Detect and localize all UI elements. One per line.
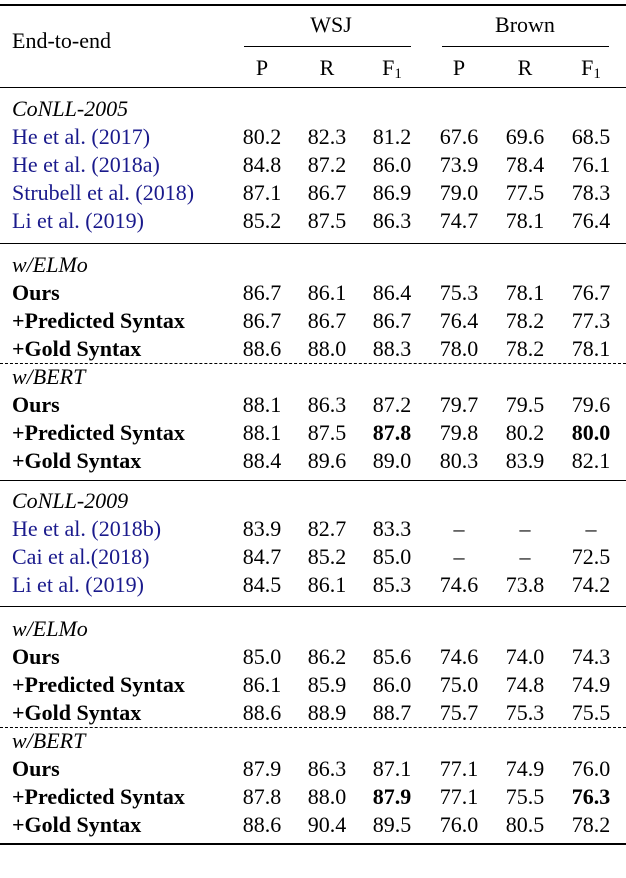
header-rule: [0, 87, 626, 88]
table-cell: 82.7: [307, 516, 347, 541]
table-cell: 79.5: [505, 392, 545, 417]
table-cell: 69.6: [505, 124, 545, 149]
table-cell: 88.6: [242, 336, 282, 361]
table-cell: –: [453, 516, 465, 541]
table-cell: 80.5: [505, 812, 545, 837]
table-cell: 86.1: [242, 672, 282, 697]
table-cell: 87.5: [307, 420, 347, 445]
table-cell: 87.9: [372, 784, 412, 809]
section-dashed-rule: [0, 727, 626, 728]
table-cell: 86.7: [372, 308, 412, 333]
table-cell: 82.3: [307, 124, 347, 149]
table-cell: 87.1: [242, 180, 282, 205]
table-cell: 74.2: [571, 572, 611, 597]
table-cell: 77.3: [571, 308, 611, 333]
table-cell: 86.7: [242, 308, 282, 333]
row-label: +Gold Syntax: [12, 700, 142, 725]
table-cell: 85.9: [307, 672, 347, 697]
table-cell: 86.7: [242, 280, 282, 305]
table-cell: 75.3: [439, 280, 479, 305]
table-cell: 86.4: [372, 280, 412, 305]
table-cell: 83.3: [372, 516, 412, 541]
table-cell: 86.0: [372, 152, 412, 177]
table-cell: 74.6: [439, 644, 479, 669]
column-header-subscript: 1: [394, 66, 402, 82]
table-cell: 88.4: [242, 448, 282, 473]
row-label: He et al. (2018a): [12, 152, 160, 177]
table-cell: 74.3: [571, 644, 611, 669]
row-label: Ours: [12, 392, 60, 417]
table-cell: –: [585, 516, 597, 541]
row-label: Cai et al.(2018): [12, 544, 150, 569]
table-cell: 76.3: [571, 784, 611, 809]
row-label: Ours: [12, 280, 60, 305]
column-header: P: [452, 55, 466, 80]
table-cell: 74.7: [439, 208, 479, 233]
table-cell: 79.7: [439, 392, 479, 417]
table-cell: 76.4: [439, 308, 479, 333]
corner-label: End-to-end: [12, 28, 111, 53]
table-cell: 75.5: [505, 784, 545, 809]
row-label: Ours: [12, 756, 60, 781]
table-cell: 86.3: [372, 208, 412, 233]
table-cell: 77.1: [439, 784, 479, 809]
table-cell: 85.0: [242, 644, 282, 669]
table-cell: 67.6: [439, 124, 479, 149]
row-label: He et al. (2018b): [12, 516, 162, 541]
table-cell: 79.8: [439, 420, 479, 445]
table-cell: 85.2: [307, 544, 347, 569]
table-cell: –: [519, 516, 531, 541]
table-cell: 86.1: [307, 572, 347, 597]
table-cell: 77.5: [505, 180, 545, 205]
table-cell: –: [519, 544, 531, 569]
table-cell: 87.2: [372, 392, 412, 417]
table-cell: 88.0: [307, 336, 347, 361]
section-rule: [0, 480, 626, 481]
table-cell: 86.9: [372, 180, 412, 205]
table-cell: 87.9: [242, 756, 282, 781]
table-cell: 82.1: [571, 448, 611, 473]
bottom-rule: [0, 843, 626, 845]
table-cell: 83.9: [505, 448, 545, 473]
table-cell: 78.3: [571, 180, 611, 205]
table-cell: 78.2: [505, 336, 545, 361]
table-cell: 88.6: [242, 812, 282, 837]
table-cell: 76.7: [571, 280, 611, 305]
table-cell: 84.8: [242, 152, 282, 177]
section-title: w/BERT: [12, 728, 86, 753]
table-cell: 72.5: [571, 544, 611, 569]
table-cell: 78.0: [439, 336, 479, 361]
section-title: w/ELMo: [12, 252, 88, 277]
table-cell: 88.9: [307, 700, 347, 725]
table-cell: 75.5: [571, 700, 611, 725]
table-cell: 84.5: [242, 572, 282, 597]
row-label: +Gold Syntax: [12, 812, 142, 837]
row-label: Li et al. (2019): [12, 572, 144, 597]
table-cell: 74.9: [505, 756, 545, 781]
table-cell: 86.3: [307, 756, 347, 781]
row-label: +Gold Syntax: [12, 336, 142, 361]
wsj-cmidrule: [244, 46, 411, 47]
table-cell: 87.5: [307, 208, 347, 233]
brown-cmidrule: [442, 46, 609, 47]
row-label: +Predicted Syntax: [12, 784, 185, 809]
table-cell: 87.1: [372, 756, 412, 781]
table-cell: 86.7: [307, 308, 347, 333]
table-cell: 78.2: [505, 308, 545, 333]
table-cell: 78.1: [571, 336, 611, 361]
table-cell: 89.0: [372, 448, 412, 473]
section-dashed-rule: [0, 363, 626, 364]
column-header-subscript: 1: [593, 66, 601, 82]
table-cell: 78.2: [571, 812, 611, 837]
table-cell: 74.9: [571, 672, 611, 697]
row-label: Strubell et al. (2018): [12, 180, 195, 205]
table-cell: 80.2: [505, 420, 545, 445]
table-cell: 89.5: [372, 812, 412, 837]
section-title: w/ELMo: [12, 616, 88, 641]
table-cell: 75.3: [505, 700, 545, 725]
table-cell: –: [453, 544, 465, 569]
row-label: +Predicted Syntax: [12, 420, 185, 445]
table-cell: 74.8: [505, 672, 545, 697]
table-cell: 87.8: [372, 420, 412, 445]
table-cell: 88.1: [242, 420, 282, 445]
section-title: CoNLL-2005: [12, 96, 129, 121]
table-cell: 80.2: [242, 124, 282, 149]
column-header: P: [255, 55, 269, 80]
table-cell: 89.6: [307, 448, 347, 473]
table-cell: 88.1: [242, 392, 282, 417]
row-label: Ours: [12, 644, 60, 669]
section-rule: [0, 243, 626, 244]
table-cell: 87.8: [242, 784, 282, 809]
table-cell: 74.6: [439, 572, 479, 597]
table-cell: 78.4: [505, 152, 545, 177]
table-cell: 80.3: [439, 448, 479, 473]
table-cell: 87.2: [307, 152, 347, 177]
row-label: +Predicted Syntax: [12, 308, 185, 333]
brown-group-header: Brown: [495, 12, 555, 37]
table-cell: 86.2: [307, 644, 347, 669]
table-cell: 75.0: [439, 672, 479, 697]
top-rule: [0, 4, 626, 6]
table-cell: 85.0: [372, 544, 412, 569]
table-cell: 86.3: [307, 392, 347, 417]
table-cell: 88.0: [307, 784, 347, 809]
table-cell: 86.7: [307, 180, 347, 205]
table-cell: 90.4: [307, 812, 347, 837]
section-title: CoNLL-2009: [12, 488, 129, 513]
table-cell: 85.3: [372, 572, 412, 597]
table-cell: 83.9: [242, 516, 282, 541]
table-cell: 76.0: [439, 812, 479, 837]
row-label: He et al. (2017): [12, 124, 151, 149]
table-cell: 84.7: [242, 544, 282, 569]
table-cell: 88.3: [372, 336, 412, 361]
table-cell: 78.1: [505, 280, 545, 305]
table-cell: 78.1: [505, 208, 545, 233]
column-header: R: [517, 55, 533, 80]
table-cell: 86.0: [372, 672, 412, 697]
section-rule: [0, 606, 626, 607]
row-label: +Gold Syntax: [12, 448, 142, 473]
table-cell: 68.5: [571, 124, 611, 149]
table-cell: 80.0: [571, 420, 611, 445]
table-cell: 88.6: [242, 700, 282, 725]
section-title: w/BERT: [12, 364, 86, 389]
table-cell: 76.4: [571, 208, 611, 233]
table-cell: 73.8: [505, 572, 545, 597]
table-cell: 75.7: [439, 700, 479, 725]
table-cell: 88.7: [372, 700, 412, 725]
column-header: $F_1$: [581, 55, 601, 82]
table-cell: 81.2: [372, 124, 412, 149]
table-cell: 77.1: [439, 756, 479, 781]
table-cell: 79.6: [571, 392, 611, 417]
table-cell: 74.0: [505, 644, 545, 669]
table-cell: 76.1: [571, 152, 611, 177]
column-header: $F_1$: [382, 55, 402, 82]
table-cell: 85.6: [372, 644, 412, 669]
table-cell: 79.0: [439, 180, 479, 205]
column-header: R: [319, 55, 335, 80]
table-cell: 86.1: [307, 280, 347, 305]
row-label: Li et al. (2019): [12, 208, 144, 233]
table-cell: 73.9: [439, 152, 479, 177]
wsj-group-header: WSJ: [310, 12, 352, 37]
table-cell: 76.0: [571, 756, 611, 781]
row-label: +Predicted Syntax: [12, 672, 185, 697]
table-cell: 85.2: [242, 208, 282, 233]
